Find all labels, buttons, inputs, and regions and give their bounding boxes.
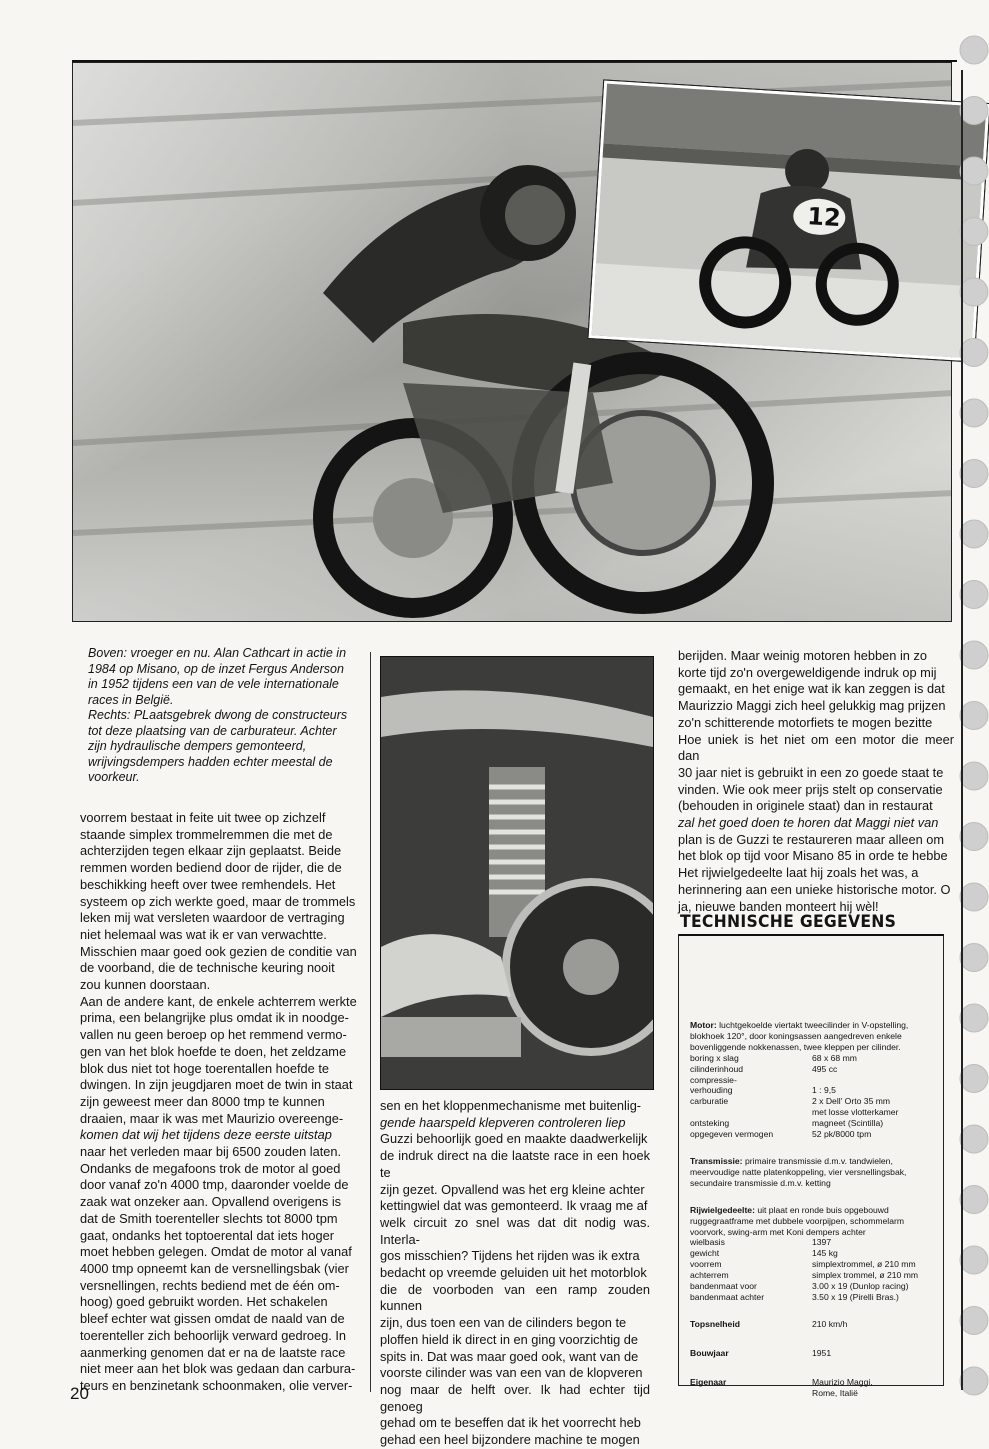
spec-key <box>690 1107 812 1118</box>
binder-hole <box>960 520 988 548</box>
text-line: gen van het blok hoefde te doen, het zeldzame <box>80 1043 347 1059</box>
text-line: bleef echter wat gissen omdat de naald van de <box>80 1311 345 1327</box>
rijwiel-line: ruggegraatframe met dubbele voorpijpen, schommelarm <box>690 1215 904 1226</box>
text-line: Misschien maar goed ook gezien de conditie van <box>80 943 357 959</box>
text-line: beschikking heeft over twee remhendels. Het <box>80 876 336 892</box>
tech-specs-title: TECHNISCHE GEGEVENS <box>680 912 897 932</box>
binder-hole <box>960 157 988 185</box>
binder-hole <box>960 823 988 851</box>
spec-value: 145 kg <box>812 1248 838 1259</box>
article-column-1 <box>80 810 358 1395</box>
spec-key: opgegeven vermogen <box>690 1129 774 1140</box>
spec-row <box>690 1259 952 1270</box>
spec-key: gewicht <box>690 1248 720 1259</box>
text-line: ja, nieuwe banden monteert hij wèl! <box>678 898 879 914</box>
caption-line: Boven: vroeger en nu. Alan Cathcart in actie in <box>88 646 347 660</box>
text-line: sen en het kloppenmechanisme met buitenlig- <box>380 1098 642 1113</box>
inset-photo-fergus-anderson <box>588 80 989 361</box>
tech-specs-content <box>690 1020 952 1398</box>
motor-line: blokhoek 120°, door koningsassen aangedreven enkele <box>690 1030 902 1041</box>
text-line: kettingwiel dat was gemonteerd. Ik vraag me af <box>380 1198 648 1214</box>
text-line: Aan de andere kant, de enkele achterrem werkte <box>80 993 357 1009</box>
text-line: zijn geweest meer dan 8000 tmp te kunnen <box>80 1093 325 1109</box>
spec-row <box>690 1129 952 1140</box>
transmissie-line <box>690 1156 952 1167</box>
text-line: 4000 tmp opneemt kan de versnellingsbak (vier <box>80 1260 349 1276</box>
column-divider <box>370 652 371 1392</box>
text-line: prima, een belangrijke plus omdat ik in noodge- <box>80 1010 349 1026</box>
spec-row <box>690 1107 952 1118</box>
spec-key: achterrem <box>690 1270 729 1281</box>
spec-key: cilinderinhoud <box>690 1063 744 1074</box>
caption-line: in 1952 tijdens een van de vele internationale <box>88 677 339 691</box>
transmissie-line: secundaire transmissie d.m.v. ketting <box>690 1177 831 1188</box>
text-line: teurs en benzinetank schoonmaken, olie verver- <box>80 1377 353 1393</box>
spec-row <box>690 1118 952 1129</box>
text-line: voorste cilinder was van een van de klopveren <box>380 1365 643 1381</box>
text-line: de indruk direct na die laatste race in een hoek te <box>380 1148 650 1180</box>
binder-hole <box>960 399 988 427</box>
text-line: gemaakt, en het enige wat ik kan zeggen is dat <box>678 681 945 697</box>
spec-value: 1397 <box>812 1237 832 1248</box>
spec-key: compressie- <box>690 1074 737 1085</box>
transmissie-label: Transmissie: <box>690 1155 743 1166</box>
text-line: remmen worden bediend door de rijder, die de <box>80 860 342 876</box>
binder-hole <box>960 1065 988 1093</box>
spec-key: verhouding <box>690 1085 733 1096</box>
race-number: 12 <box>806 202 842 233</box>
spec-row <box>690 1248 952 1259</box>
text-line: het blok op tijd voor Misano 85 in orde te hebbe <box>678 848 948 864</box>
rijwiel-text: uit plaat en ronde buis opgebouwd <box>757 1204 889 1215</box>
text-line: spits in. Dat was maar goed ook, want van de <box>380 1348 639 1364</box>
page-number: 20 <box>70 1384 89 1403</box>
text-line: gaat, ondanks het toptoerental dat iets hoger <box>80 1227 334 1243</box>
text-line: zaak wat onzeker aan. Opvallend overigens is <box>80 1194 342 1210</box>
binder-hole <box>960 1307 988 1335</box>
binder-hole <box>960 1186 988 1214</box>
transmissie-block <box>690 1156 952 1189</box>
text-line: vinden. Wie ook meer prijs stelt op conservatie <box>678 781 943 797</box>
text-line: vallen nu geen beroep op het remmend vermo- <box>80 1027 347 1043</box>
photo-caption <box>88 646 368 786</box>
spec-key: carburatie <box>690 1096 729 1107</box>
text-line: Maurizzio Maggi zich heel gelukkig mag prijzen <box>678 698 946 714</box>
binder-hole <box>960 460 988 488</box>
transmissie-text: primaire transmissie d.m.v. tandwielen, <box>744 1155 893 1166</box>
text-line: nog maar de helft over. Ik had echter tijd genoeg <box>380 1381 650 1414</box>
spec-value: simplex trommel, ø 210 mm <box>812 1270 919 1281</box>
spec-value: 1 : 9,5 <box>812 1085 836 1096</box>
text-line: gende haarspeld klepveren controleren liep <box>380 1114 626 1130</box>
text-line: korte tijd zo'n overgeweldigende indruk op mij <box>678 664 937 680</box>
spec-row <box>690 1096 952 1107</box>
caption-line: races in België. <box>88 692 174 707</box>
text-line: niet meer aan het blok was gedaan dan carbura- <box>80 1361 356 1377</box>
motor-block <box>690 1020 952 1140</box>
spec-value: 2 x Dell' Orto 35 mm <box>812 1096 891 1107</box>
motor-text: luchtgekoelde viertakt tweecilinder in V-opstelling, <box>719 1020 909 1030</box>
text-line: achterzijden tegen elkaar zijn geplaatst. Beide <box>80 843 342 859</box>
text-line: gos misschien? Tijdens het rijden was ik extra <box>380 1248 640 1264</box>
motor-line <box>690 1020 952 1031</box>
binder-hole <box>960 581 988 609</box>
eigenaar-row <box>690 1377 952 1399</box>
text-line: hoog) goed gebruikt worden. Het schakelen <box>80 1294 328 1310</box>
spec-key: boring x slag <box>690 1052 739 1063</box>
caption-line: tot deze plaatsing van de carburateur. Achter <box>88 723 337 738</box>
text-line: staande simplex trommelremmen die met de <box>80 826 333 842</box>
text-line: zijn gezet. Opvallend was het erg kleine achter <box>380 1181 645 1197</box>
text-line: ploffen hield ik direct in en ging voorzichtig de <box>380 1331 638 1347</box>
caption-line: voorkeur. <box>88 770 140 784</box>
eigenaar-label: Eigenaar <box>690 1376 727 1387</box>
text-line: zou kunnen doorstaan. <box>80 977 211 993</box>
binder-hole <box>960 1125 988 1153</box>
binder-hole <box>960 1246 988 1274</box>
text-line: de voorband, die de technische keuring nooit <box>80 960 335 976</box>
binder-hole <box>960 97 988 125</box>
text-line: versnellingen, rechts bediend met de één om- <box>80 1277 340 1293</box>
text-line: door vanaf zo'n 4000 tmp, daaronder voelde de <box>80 1177 349 1193</box>
text-line: gehad een heel bijzondere machine te mogen <box>380 1432 640 1448</box>
spec-value: 495 cc <box>812 1063 838 1074</box>
eigenaar-value: Maurizio Maggi, <box>812 1376 873 1387</box>
text-line: gehad om te beseffen dat ik het voorrecht heb <box>380 1415 641 1431</box>
bouwjaar-row <box>690 1348 952 1359</box>
text-line: draaien, maar ik was met Maurizio overeenge- <box>80 1110 344 1126</box>
text-line: blok dus niet tot hoge toerentallen hoefde te <box>80 1060 330 1076</box>
text-line: berijden. Maar weinig motoren hebben in zo <box>678 648 927 663</box>
text-line: Guzzi behoorlijk goed en maakte daadwerkelijk <box>380 1131 648 1147</box>
text-line: Het rijwielgedeelte laat hij zoals het was, a <box>678 865 919 881</box>
rijwiel-block <box>690 1205 952 1303</box>
text-line: aanmerking genomen dat er na de laatste race <box>80 1344 346 1360</box>
text-line: komen dat wij het tijdens deze eerste uitstap <box>80 1127 332 1143</box>
binder-hole <box>960 36 988 64</box>
spec-value: simplextrommel, ø 210 mm <box>812 1259 916 1270</box>
spec-row <box>690 1270 952 1281</box>
spec-value: met losse vlotterkamer <box>812 1107 899 1118</box>
spec-row <box>690 1053 952 1064</box>
text-line: plan is de Guzzi te restaureren maar alleen om <box>678 831 945 847</box>
binder-hole <box>960 762 988 790</box>
topsnelheid-row <box>690 1319 952 1330</box>
spec-row <box>690 1064 952 1075</box>
article-column-2 <box>380 1098 650 1449</box>
text-line: zijn, dus toen een van de cilinders begon te <box>380 1315 627 1331</box>
caption-line: 1984 op Misano, op de inzet Fergus Anderson <box>88 661 344 676</box>
rijwiel-line <box>690 1205 952 1216</box>
spec-key: wielbasis <box>690 1237 725 1248</box>
text-line: toerenteller zich behoorlijk verward gedroeg. In <box>80 1327 347 1343</box>
spec-key: voorrem <box>690 1259 722 1270</box>
eigenaar-value: Rome, Italië <box>812 1387 858 1398</box>
text-line: moet hebben gelegen. Omdat de motor al vanaf <box>80 1244 352 1260</box>
binder-hole <box>960 641 988 669</box>
spec-row <box>690 1281 952 1292</box>
text-line: zo'n schitterende motorfiets te mogen bezitte <box>678 714 933 730</box>
topsnelheid-label: Topsnelheid <box>690 1318 740 1329</box>
binder-hole <box>960 218 988 246</box>
bouwjaar-value: 1951 <box>812 1347 832 1358</box>
caption-line: zijn hydraulische dempers gemonteerd, <box>88 739 307 753</box>
caption-line: wrijvingsdempers hadden echter meestal de <box>88 754 333 769</box>
rijwiel-line: voorvork, swing-arm met Koni dempers achter <box>690 1226 866 1237</box>
text-line: voorrem bestaat in feite uit twee op zichzelf <box>80 810 326 825</box>
spec-row <box>690 1292 952 1303</box>
article-column-3 <box>678 648 954 915</box>
binder-hole <box>960 702 988 730</box>
binder-hole <box>960 278 988 306</box>
motor-line: bovenliggende nokkenassen, twee kleppen per cilinder. <box>690 1041 901 1052</box>
spec-row <box>690 1237 952 1248</box>
binder-hole <box>960 1004 988 1032</box>
text-line: 30 jaar niet is gebruikt in een zo goede staat te <box>678 764 944 780</box>
spec-value: magneet (Scintilla) <box>812 1118 884 1129</box>
spec-value <box>812 1075 952 1086</box>
rijwiel-label: Rijwielgedeelte: <box>690 1204 755 1215</box>
text-line: dwingen. In zijn jeugdjaren moet de twin in staat <box>80 1077 353 1093</box>
text-line: bedacht op vreemde geluiden uit het motorblok <box>380 1265 647 1281</box>
text-line: dat de Smith toerenteller slechts tot 8000 tpm <box>80 1210 338 1226</box>
text-line: welk circuit zo snel was dat dit nodig was. Interla- <box>380 1214 650 1247</box>
binder-holes <box>944 0 989 1404</box>
text-line: niet helemaal was wat ik er van verwachtte. <box>80 926 327 942</box>
binder-hole <box>960 339 988 367</box>
text-line: herinnering aan een unieke historische motor. O <box>678 881 951 897</box>
caption-line: Rechts: PLaatsgebrek dwong de constructeurs <box>88 708 348 722</box>
spec-row <box>690 1075 952 1086</box>
spec-key: bandenmaat achter <box>690 1291 765 1302</box>
spec-value: 52 pk/8000 tpm <box>812 1129 872 1140</box>
text-line: (behouden in originele staat) dan in restaurat <box>678 798 933 814</box>
binder-hole <box>960 944 988 972</box>
spec-key: bandenmaat voor <box>690 1281 757 1292</box>
binder-hole <box>960 883 988 911</box>
text-line: zal het goed doen te horen dat Maggi niet van <box>678 815 939 831</box>
text-line: leken mij wat versleten waardoor de vertraging <box>80 910 345 926</box>
spec-row <box>690 1085 952 1096</box>
text-line: Hoe uniek is het niet om een motor die meer dan <box>678 731 954 764</box>
topsnelheid-value: 210 km/h <box>812 1318 848 1329</box>
bouwjaar-label: Bouwjaar <box>690 1347 729 1358</box>
spec-value: 68 x 68 mm <box>812 1052 857 1063</box>
text-line: naar het verleden maar bij 6500 zouden laten. <box>80 1144 342 1160</box>
inset-photo-art <box>592 84 987 359</box>
spec-value: 3.50 x 19 (Pirelli Bras.) <box>812 1291 899 1302</box>
mid-photo-art <box>381 657 653 1089</box>
text-line: Ondanks de megafoons trok de motor al goed <box>80 1160 341 1176</box>
text-line: systeem op zich werkte goed, maar de trommels <box>80 893 356 909</box>
photo-carburettor-detail <box>380 656 654 1090</box>
transmissie-line: meervoudige natte platenkoppeling, vier versnellingsbak, <box>690 1166 907 1177</box>
spec-value: 3.00 x 19 (Dunlop racing) <box>812 1281 909 1292</box>
binder-hole <box>960 1367 988 1395</box>
text-line: die de voorboden van een ramp zouden kunnen <box>380 1281 650 1314</box>
spec-key: ontsteking <box>690 1118 730 1129</box>
motor-label: Motor: <box>690 1020 717 1030</box>
